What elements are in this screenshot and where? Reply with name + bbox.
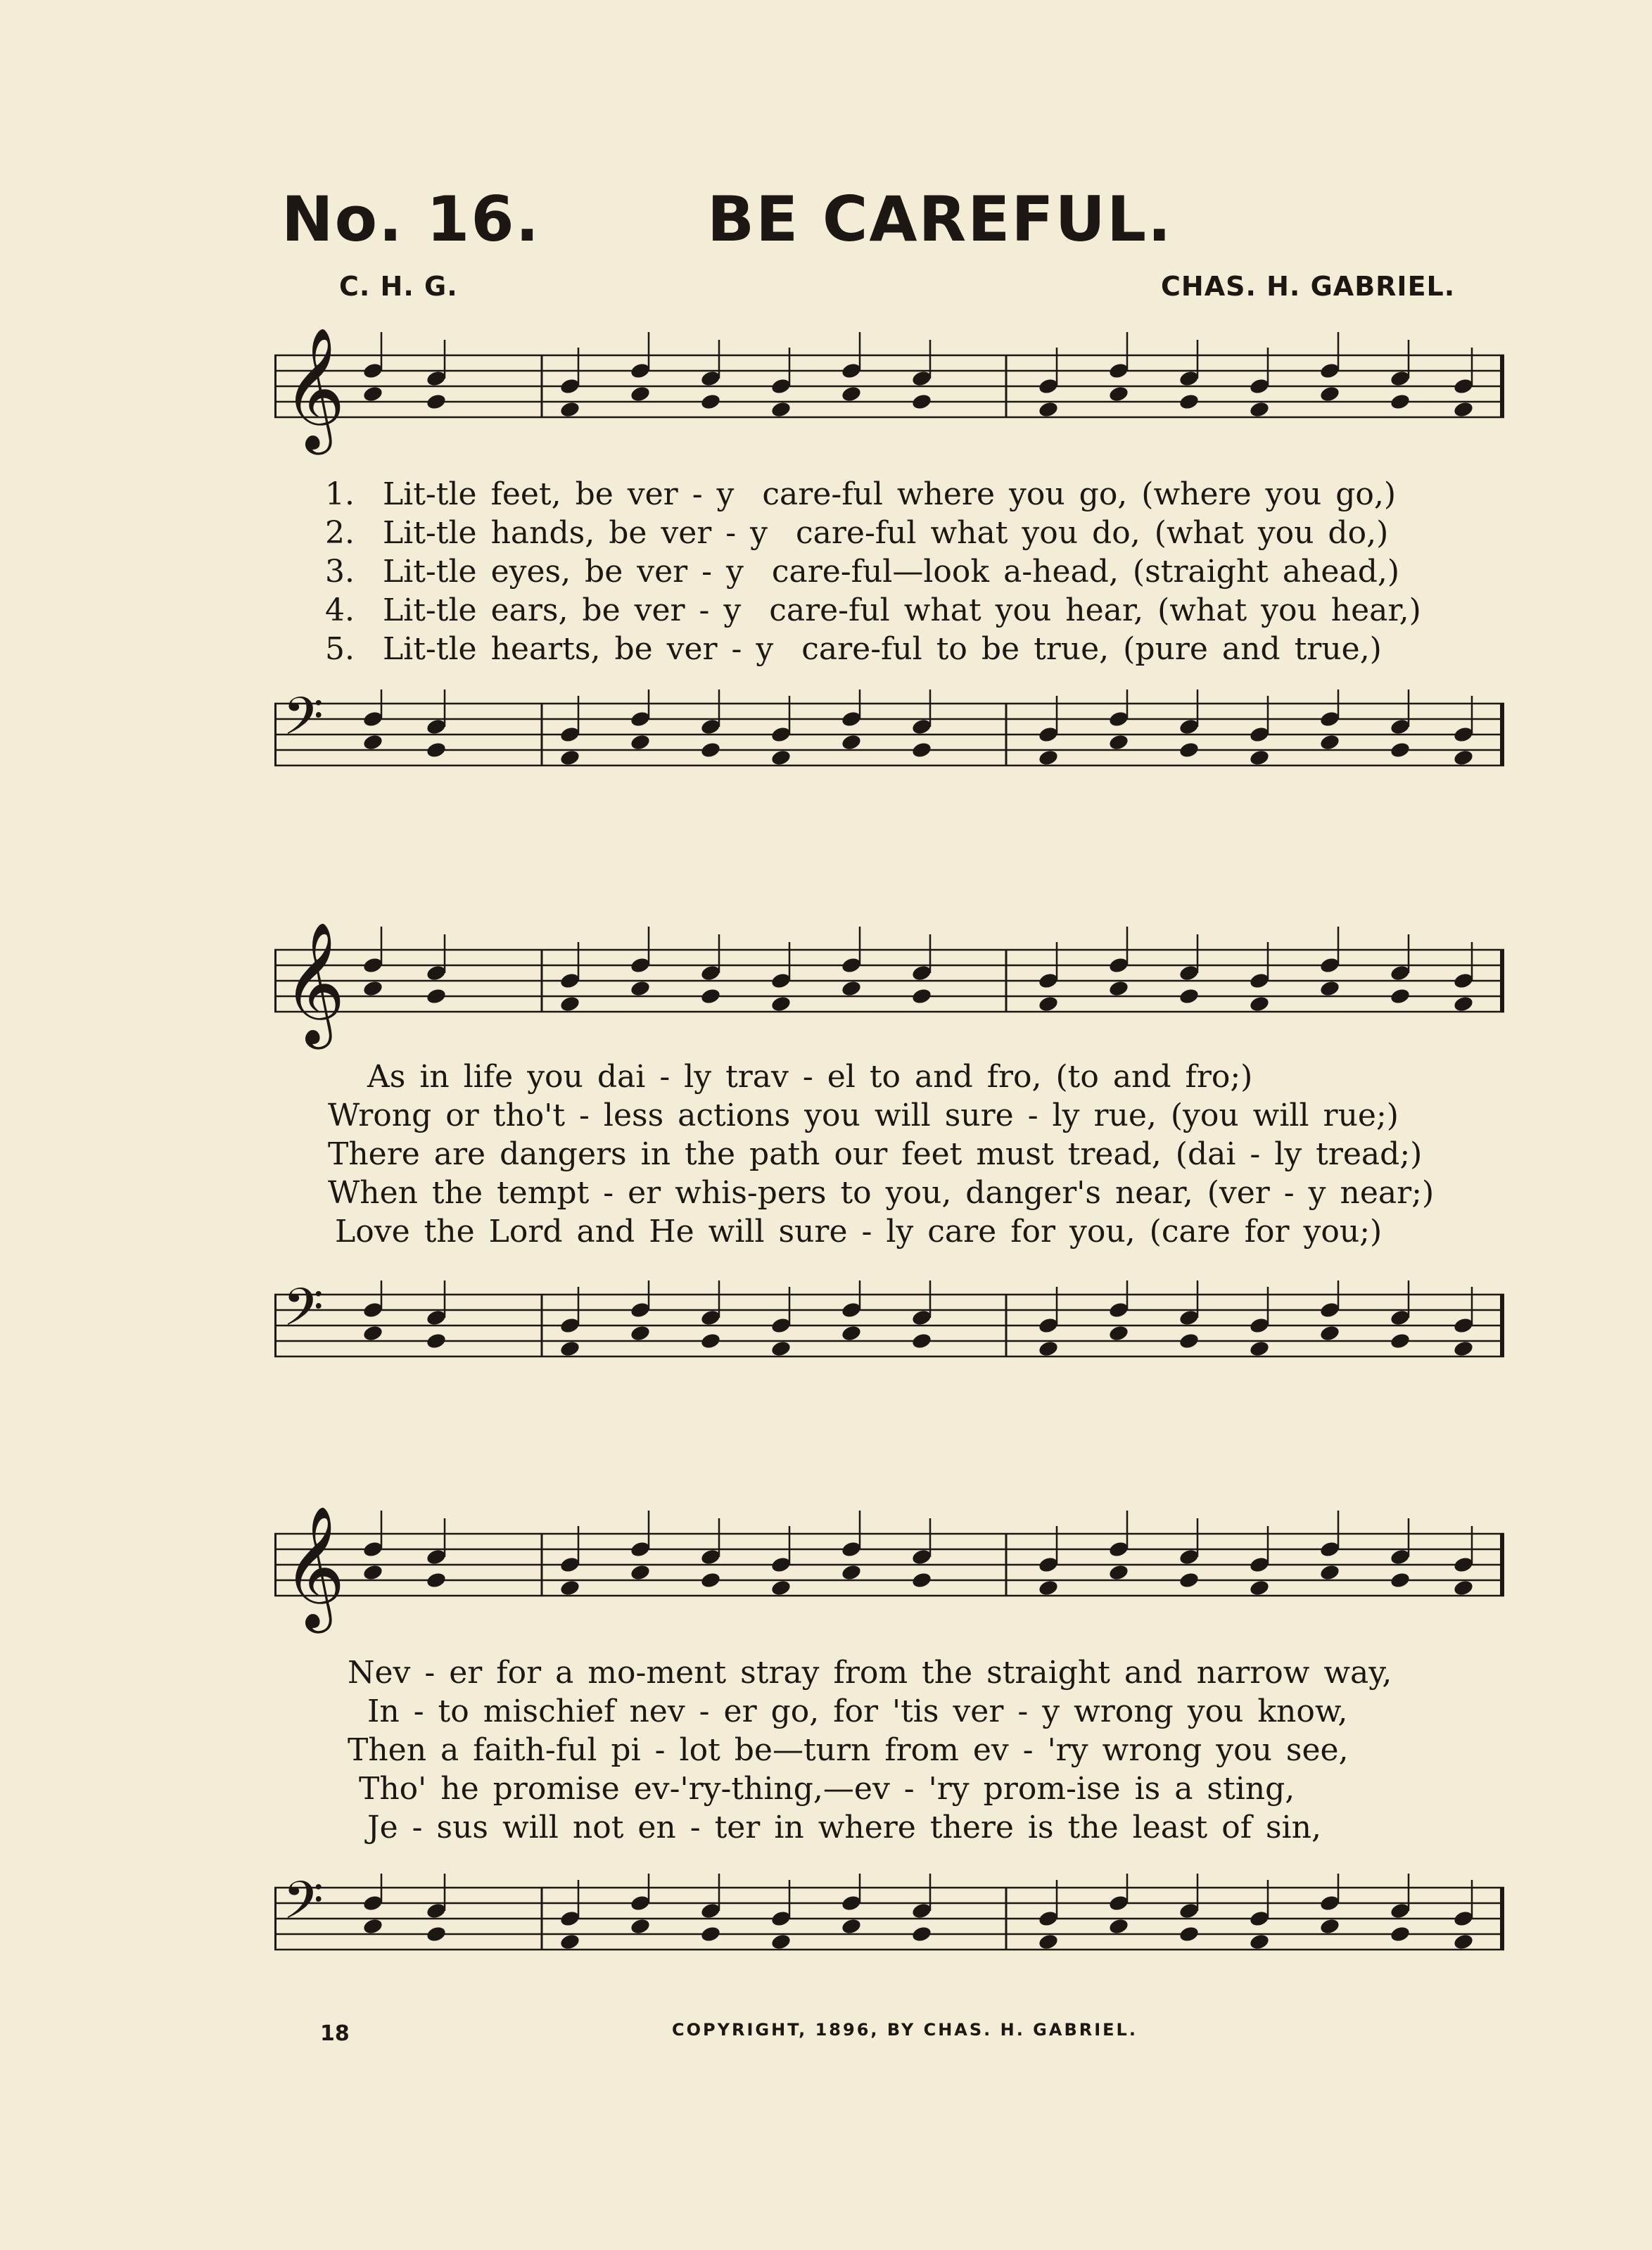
note-head: [362, 1324, 384, 1342]
note-head: [630, 1301, 652, 1319]
note-head: [1390, 393, 1411, 411]
note-head: [362, 710, 384, 728]
note-head: [841, 1301, 863, 1319]
note-head: [426, 1548, 447, 1566]
verse-line: As in life you dai - ly trav - el to and fro, (to and fro;): [367, 1059, 1253, 1095]
note-head: [700, 741, 722, 759]
note-head: [1108, 1324, 1130, 1342]
note-head: [1319, 979, 1341, 998]
bass-staff-1: [274, 689, 1504, 795]
treble-staff-2: [274, 922, 1504, 1062]
note-head: [1319, 1540, 1341, 1558]
note-head: [1390, 1332, 1411, 1350]
note-head: [559, 725, 581, 744]
note-head: [559, 749, 581, 767]
note-head: [1108, 1563, 1130, 1582]
copyright-notice: COPYRIGHT, 1896, BY CHAS. H. GABRIEL.: [672, 2020, 1138, 2040]
note-head: [362, 1563, 384, 1582]
note-head: [630, 979, 652, 998]
note-head: [1390, 1571, 1411, 1589]
verse-line: 3. Lit-tle eyes, be ver - y care-ful—look a-head, (straight ahead,): [325, 554, 1400, 590]
verse-line: 1. Lit-tle feet, be ver - y care-ful where you go, (where you go,): [325, 476, 1397, 512]
note-head: [362, 979, 384, 998]
note-head: [1390, 987, 1411, 1005]
note-head: [426, 1571, 447, 1589]
note-head: [559, 377, 581, 395]
note-head: [559, 1909, 581, 1928]
treble-clef-icon: 𝄞: [283, 327, 345, 450]
note-head: [770, 1909, 792, 1928]
verse-line: In - to mischief nev - er go, for 'tis ver - y wrong you know,: [367, 1693, 1348, 1729]
note-head: [770, 1556, 792, 1574]
note-head: [700, 987, 722, 1005]
note-head: [1319, 362, 1341, 380]
note-head: [1249, 377, 1271, 395]
note-head: [1453, 725, 1475, 744]
bass-staff-3: [274, 1874, 1504, 1979]
note-head: [770, 749, 792, 767]
note-head: [770, 995, 792, 1013]
verse-line: When the tempt - er whis-pers to you, danger's near, (ver - y near;): [328, 1175, 1435, 1211]
note-head: [630, 1894, 652, 1912]
note-head: [1108, 1894, 1130, 1912]
note-head: [559, 400, 581, 419]
note-head: [841, 1563, 863, 1582]
note-head: [1038, 1340, 1060, 1358]
note-head: [911, 987, 933, 1005]
note-head: [1249, 1556, 1271, 1574]
note-head: [700, 393, 722, 411]
bass-clef-icon: 𝄢: [283, 689, 324, 760]
note-head: [770, 1340, 792, 1358]
note-head: [426, 1309, 447, 1327]
note-head: [426, 987, 447, 1005]
note-head: [1390, 1902, 1411, 1920]
note-head: [1038, 1933, 1060, 1951]
note-head: [700, 1925, 722, 1943]
note-head: [911, 1571, 933, 1589]
note-head: [700, 1571, 722, 1589]
note-head: [362, 733, 384, 751]
note-head: [1108, 979, 1130, 998]
treble-clef-icon: 𝄞: [283, 922, 345, 1044]
note-head: [1249, 400, 1271, 419]
note-head: [1038, 995, 1060, 1013]
note-head: [1319, 1563, 1341, 1582]
music-system-1: [274, 310, 1504, 795]
note-head: [911, 718, 933, 736]
note-head: [841, 956, 863, 974]
note-head: [1249, 995, 1271, 1013]
bass-clef-icon: 𝄢: [283, 1874, 324, 1944]
note-head: [770, 972, 792, 990]
note-head: [911, 1309, 933, 1327]
note-head: [1038, 1556, 1060, 1574]
note-head: [426, 393, 447, 411]
note-head: [426, 1925, 447, 1943]
note-head: [1453, 995, 1475, 1013]
verse-line: Je - sus will not en - ter in where there is the least of sin,: [367, 1810, 1321, 1845]
page-number: 18: [320, 2021, 350, 2046]
note-head: [1319, 710, 1341, 728]
note-head: [1249, 1909, 1271, 1928]
note-head: [1178, 1332, 1200, 1350]
hymn-number: No. 16.: [281, 183, 541, 255]
note-head: [1178, 1571, 1200, 1589]
note-head: [841, 1540, 863, 1558]
verse-line: Love the Lord and He will sure - ly care for you, (care for you;): [335, 1214, 1383, 1250]
note-head: [700, 1902, 722, 1920]
note-head: [1453, 1933, 1475, 1951]
note-head: [841, 1917, 863, 1936]
note-head: [770, 377, 792, 395]
note-head: [362, 956, 384, 974]
note-head: [362, 362, 384, 380]
note-head: [1038, 1316, 1060, 1335]
note-head: [1319, 385, 1341, 403]
lyricist-credit: C. H. G.: [339, 271, 458, 302]
note-head: [1178, 1309, 1200, 1327]
note-head: [1249, 725, 1271, 744]
note-head: [841, 1894, 863, 1912]
note-head: [362, 1301, 384, 1319]
note-head: [700, 1548, 722, 1566]
note-head: [1178, 964, 1200, 982]
note-head: [630, 733, 652, 751]
note-head: [630, 385, 652, 403]
note-head: [1249, 1933, 1271, 1951]
note-head: [1249, 1579, 1271, 1597]
note-head: [559, 995, 581, 1013]
treble-staff-3: [274, 1506, 1504, 1646]
note-head: [1319, 956, 1341, 974]
note-head: [630, 1563, 652, 1582]
note-head: [841, 1324, 863, 1342]
composer-credit: CHAS. H. GABRIEL.: [1161, 271, 1456, 302]
verse-line: 2. Lit-tle hands, be ver - y care-ful what you do, (what you do,): [325, 515, 1389, 551]
note-head: [1108, 1540, 1130, 1558]
note-head: [1038, 1579, 1060, 1597]
note-head: [1319, 733, 1341, 751]
note-head: [841, 710, 863, 728]
note-head: [1108, 362, 1130, 380]
note-head: [426, 1332, 447, 1350]
note-head: [630, 1917, 652, 1936]
note-head: [1249, 1316, 1271, 1335]
note-head: [700, 1332, 722, 1350]
note-head: [1178, 393, 1200, 411]
note-head: [1178, 741, 1200, 759]
verse-line: 5. Lit-tle hearts, be ver - y care-ful to be true, (pure and true,): [325, 631, 1382, 667]
note-head: [911, 964, 933, 982]
note-head: [1178, 987, 1200, 1005]
note-head: [911, 741, 933, 759]
note-head: [911, 1925, 933, 1943]
note-head: [1390, 1309, 1411, 1327]
note-head: [426, 741, 447, 759]
note-head: [1249, 972, 1271, 990]
note-head: [841, 362, 863, 380]
note-head: [1038, 749, 1060, 767]
note-head: [1038, 972, 1060, 990]
note-head: [559, 1340, 581, 1358]
note-head: [630, 710, 652, 728]
music-system-2: [274, 904, 1504, 1390]
verse-line: 4. Lit-tle ears, be ver - y care-ful what you hear, (what you hear,): [325, 592, 1421, 628]
note-head: [1453, 400, 1475, 419]
verse-line: Nev - er for a mo-ment stray from the straight and narrow way,: [348, 1655, 1392, 1691]
note-head: [362, 385, 384, 403]
note-head: [1249, 1340, 1271, 1358]
note-head: [1390, 964, 1411, 982]
verse-line: Tho' he promise ev-'ry-thing,—ev - 'ry prom-ise is a sting,: [359, 1771, 1295, 1807]
note-head: [1453, 1579, 1475, 1597]
note-head: [630, 362, 652, 380]
note-head: [841, 385, 863, 403]
note-head: [1108, 1301, 1130, 1319]
note-head: [1249, 749, 1271, 767]
verse-line: Wrong or tho't - less actions you will sure - ly rue, (you will rue;): [328, 1098, 1399, 1133]
note-head: [1390, 1548, 1411, 1566]
note-head: [559, 1579, 581, 1597]
note-head: [1453, 377, 1475, 395]
note-head: [1178, 1925, 1200, 1943]
note-head: [559, 1933, 581, 1951]
note-head: [1178, 1548, 1200, 1566]
note-head: [770, 400, 792, 419]
note-head: [1453, 1340, 1475, 1358]
note-head: [426, 1902, 447, 1920]
bass-staff-2: [274, 1280, 1504, 1386]
note-head: [911, 1902, 933, 1920]
note-head: [770, 1579, 792, 1597]
note-head: [841, 979, 863, 998]
note-head: [1178, 369, 1200, 388]
note-head: [1390, 369, 1411, 388]
note-head: [426, 964, 447, 982]
note-head: [362, 1540, 384, 1558]
note-head: [1108, 385, 1130, 403]
note-head: [1038, 400, 1060, 419]
note-head: [1453, 1556, 1475, 1574]
bass-clef-icon: 𝄢: [283, 1280, 324, 1351]
note-head: [1178, 718, 1200, 736]
note-head: [770, 1316, 792, 1335]
treble-staff-1: [274, 327, 1504, 468]
note-head: [1453, 972, 1475, 990]
note-head: [1108, 710, 1130, 728]
note-head: [1319, 1894, 1341, 1912]
note-head: [1390, 718, 1411, 736]
note-head: [630, 1324, 652, 1342]
note-head: [1108, 956, 1130, 974]
note-head: [700, 718, 722, 736]
note-head: [1038, 1909, 1060, 1928]
note-head: [700, 1309, 722, 1327]
note-head: [362, 1917, 384, 1936]
music-system-3: [274, 1488, 1504, 1981]
verse-line: Then a faith-ful pi - lot be—turn from ev - 'ry wrong you see,: [348, 1732, 1349, 1768]
note-head: [630, 956, 652, 974]
note-head: [911, 1548, 933, 1566]
note-head: [559, 1316, 581, 1335]
note-head: [841, 733, 863, 751]
note-head: [911, 393, 933, 411]
note-head: [630, 1540, 652, 1558]
hymn-title: BE CAREFUL.: [707, 183, 1173, 255]
note-head: [911, 1332, 933, 1350]
note-head: [1453, 1316, 1475, 1335]
note-head: [559, 1556, 581, 1574]
note-head: [700, 964, 722, 982]
note-head: [1390, 1925, 1411, 1943]
note-head: [1453, 1909, 1475, 1928]
note-head: [770, 1933, 792, 1951]
note-head: [1178, 1902, 1200, 1920]
note-head: [1319, 1324, 1341, 1342]
note-head: [700, 369, 722, 388]
note-head: [1038, 377, 1060, 395]
treble-clef-icon: 𝄞: [283, 1506, 345, 1628]
verse-line: There are dangers in the path our feet must tread, (dai - ly tread;): [328, 1136, 1423, 1172]
note-head: [1108, 1917, 1130, 1936]
note-head: [1319, 1917, 1341, 1936]
note-head: [911, 369, 933, 388]
note-head: [770, 725, 792, 744]
note-head: [1453, 749, 1475, 767]
note-head: [1390, 741, 1411, 759]
note-head: [559, 972, 581, 990]
note-head: [426, 718, 447, 736]
note-head: [1108, 733, 1130, 751]
note-head: [1038, 725, 1060, 744]
note-head: [362, 1894, 384, 1912]
note-head: [1319, 1301, 1341, 1319]
note-head: [426, 369, 447, 388]
